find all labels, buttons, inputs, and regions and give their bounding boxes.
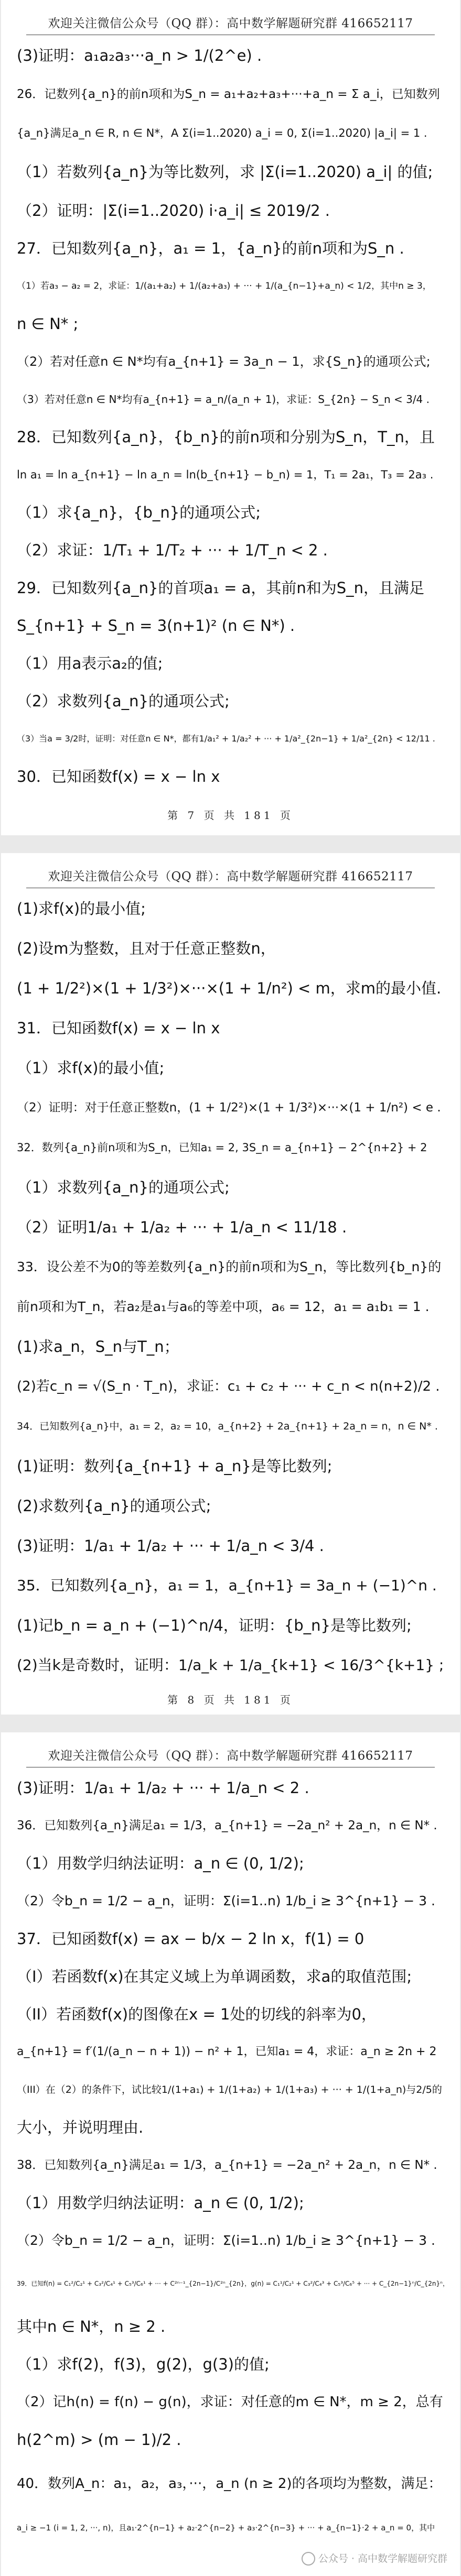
text-line: （2）证明1/a₁ + 1/a₂ + ··· + 1/a_n < 11/18 .: [17, 1218, 347, 1236]
page-footer: 第 7 页 共 181 页: [167, 809, 294, 822]
text-line: n ∈ N* ;: [17, 315, 79, 333]
text-line: (2)若c_n = √(S_n · T_n)，求证：c₁ + c₂ + ··· + c_n < n(n+2)/2 .: [17, 1379, 440, 1394]
wechat-icon: [302, 2552, 315, 2566]
text-line: a_{n+1} = f′(1/(a_n − n + 1)) − n² + 1，已知a₁ = 4，求证：a_n ≥ 2n + 2: [17, 2045, 437, 2058]
page-7: [1, 0, 460, 835]
text-line: （3）若对任意n ∈ N*均有a_{n+1} = a_n/(a_n + 1)，求证：S_{2n} − S_n < 3/4 .: [17, 393, 430, 406]
text-line: （1）若数列{a_n}为等比数列，求 |Σ(i=1..2020) a_i| 的值;: [17, 163, 433, 181]
text-line: (3)证明：a₁a₂a₃···a_n > 1/(2^e) .: [17, 47, 262, 64]
problem-34: 34．已知数列{a_n}中，a₁ = 2，a₂ = 10，a_{n+2} + 2a_{n+1} + 2a_n = n，n ∈ N* .: [17, 1421, 438, 1432]
problem-29: 29．已知数列{a_n}的首项a₁ = a，其前n和为S_n，且满足: [17, 579, 425, 597]
text-line: h(2^m) > (m − 1)/2 .: [17, 2431, 181, 2449]
text-line: (1 + 1/2²)×(1 + 1/3²)×···×(1 + 1/n²) < m，求m的最小值.: [17, 979, 442, 997]
text-line: （2）记h(n) = f(n) − g(n)，求证：对任意的m ∈ N*，m ≥ 2，总有: [17, 2394, 443, 2410]
page-header: 欢迎关注微信公众号（QQ 群）：高中数学解题研究群 416652117: [48, 1749, 413, 1763]
text-line: （2）求证：1/T₁ + 1/T₂ + ··· + 1/T_n < 2 .: [17, 541, 328, 559]
text-line: （2）证明：对于任意正整数n，(1 + 1/2²)×(1 + 1/3²)×···×(1 + 1/n²) < e .: [17, 1101, 441, 1115]
text-line: (3)证明：1/a₁ + 1/a₂ + ··· + 1/a_n < 2 .: [17, 1779, 309, 1797]
text-line: （1）求f(2)，f(3)，g(2)，g(3)的值;: [17, 2355, 270, 2373]
problem-32: 32．数列{a_n}前n项和为S_n，已知a₁ = 2, 3S_n = a_{n+1} − 2^{n+2} + 2: [17, 1141, 427, 1154]
text-line: (2)当k是奇数时，证明：1/a_k + 1/a_{k+1} < 16/3^{k+1} ;: [17, 1656, 444, 1674]
text-line: S_{n+1} + S_n = 3(n+1)² (n ∈ N*) .: [17, 617, 295, 635]
text-line: (1)证明：数列{a_{n+1} + a_n}是等比数列;: [17, 1457, 333, 1475]
problem-39: 39．已知f(n) = C₁²/C₂¹ + C₃²/C₄¹ + C₅³/C₆¹ + ··· + C²ⁿ⁻¹_{2n−1}/C²ⁿ_{2n}，g(n) = C₁¹/C₂¹ + C₃²/C₄³ + C₅³/C₆⁵ + ··· + C_{2n−1}ⁿ/C_{2n}ⁿ，: [17, 2280, 449, 2287]
page-header: 欢迎关注微信公众号（QQ 群）：高中数学解题研究群 416652117: [48, 870, 413, 883]
problem-26: 26．记数列{a_n}的前n项和为S_n = a₁+a₂+a₃+···+a_n = Σ a_i，已知数列: [17, 88, 440, 101]
text-line: {a_n}满足a_n ∈ R, n ∈ N*，A Σ(i=1..2020) a_i = 0, Σ(i=1..2020) |a_i| = 1 .: [17, 127, 427, 139]
page-9: [1, 1732, 460, 2576]
problem-37: 37．已知函数f(x) = ax − b/x − 2 ln x，f(1) = 0: [17, 1930, 364, 1948]
text-line: 前n项和为T_n，若a₂是a₁与a₆的等差中项，a₆ = 12，a₁ = a₁b₁ = 1 .: [17, 1299, 430, 1314]
text-line: （I）若函数f(x)在其定义域上为单调函数，求a的取值范围;: [17, 1968, 412, 1985]
text-line: （1）若a₃ − a₂ = 2，求证：1/(a₁+a₂) + 1/(a₂+a₃) + ··· + 1/(a_{n−1}+a_n) < 1/2，其中n ≥ 3，: [17, 281, 432, 291]
text-line: （III）在（2）的条件下，试比较1/(1+a₁) + 1/(1+a₂) + 1/(1+a₃) + ··· + 1/(1+a_n)与2/5的: [17, 2084, 442, 2095]
text-line: （1）求数列{a_n}的通项公式;: [17, 1178, 230, 1196]
text-line: （2）证明：|Σ(i=1..2020) i·a_i| ≤ 2019/2 .: [17, 202, 330, 220]
text-line: (1)记b_n = a_n + (−1)^n/4，证明：{b_n}是等比数列;: [17, 1617, 412, 1634]
text-line: (2)设m为整数，且对于任意正整数n，: [17, 940, 276, 957]
page-header: 欢迎关注微信公众号（QQ 群）：高中数学解题研究群 416652117: [48, 17, 413, 30]
text-line: (2)求数列{a_n}的通项公式;: [17, 1497, 211, 1515]
problem-27: 27．已知数列{a_n}，a₁ = 1，{a_n}的前n项和为S_n .: [17, 239, 404, 257]
text-line: (1)求f(x)的最小值;: [17, 900, 146, 918]
text-line: （2）求数列{a_n}的通项公式;: [17, 692, 230, 710]
text-line: 大小，并说明理由.: [17, 2119, 144, 2136]
text-line: （2）令b_n = 1/2 − a_n，证明：Σ(i=1..n) 1/b_i ≥ 3^{n+1} − 3 .: [17, 2233, 435, 2248]
text-line: 其中n ∈ N*，n ≥ 2 .: [17, 2318, 166, 2335]
problem-36: 36．已知数列{a_n}满足a₁ = 1/3，a_{n+1} = −2a_n² + 2a_n，n ∈ N* .: [17, 1819, 437, 1832]
text-line: （1）求{a_n}，{b_n}的通项公式;: [17, 504, 261, 521]
problem-28: 28．已知数列{a_n}，{b_n}的前n项和分别为S_n，T_n，且: [17, 428, 435, 446]
problem-40: 40．数列A_n：a₁，a₂，a₃，···，a_n (n ≥ 2)的各项均为整数，满足：: [17, 2476, 442, 2492]
text-line: a_i ≥ −1 (i = 1, 2, ···, n)，且a₁·2^{n−1} + a₂·2^{n−2} + a₃·2^{n−3} + ··· + a_{n−1}·2 + a_n = 0，其中: [17, 2523, 435, 2533]
page-footer: 第 8 页 共 181 页: [167, 1694, 294, 1706]
problem-30: 30．已知函数f(x) = x − ln x: [17, 768, 220, 785]
text-line: （II）若函数f(x)的图像在x = 1处的切线的斜率为0，: [17, 2005, 377, 2023]
text-line: (1)求a_n，S_n与T_n；: [17, 1338, 179, 1356]
text-line: （1）用a表示a₂的值;: [17, 654, 163, 672]
text-line: （1）求f(x)的最小值;: [17, 1059, 165, 1077]
page-gap: [0, 835, 461, 853]
text-line: （2）若对任意n ∈ N*均有a_{n+1} = 3a_n − 1，求{S_n}的通项公式;: [17, 354, 431, 369]
page-8: [1, 853, 460, 1715]
text-line: （2）令b_n = 1/2 − a_n，证明：Σ(i=1..n) 1/b_i ≥ 3^{n+1} − 3 .: [17, 1893, 435, 1908]
text-line: ln a₁ = ln a_{n+1} − ln a_n = ln(b_{n+1} − b_n) = 1，T₁ = 2a₁，T₃ = 2a₃ .: [17, 468, 434, 481]
text-line: （3）当a = 3/2时，证明：对任意n ∈ N*，都有1/a₁² + 1/a₂² + ··· + 1/a²_{2n−1} + 1/a²_{2n} < 12/11 .: [17, 734, 435, 744]
problem-35: 35．已知数列{a_n}，a₁ = 1，a_{n+1} = 3a_n + (−1)^n .: [17, 1577, 437, 1594]
text-line: （1）用数学归纳法证明：a_n ∈ (0, 1/2);: [17, 1854, 304, 1872]
watermark: 公众号 · 高中数学解题研究群: [302, 2551, 447, 2566]
page-gap: [0, 1715, 461, 1732]
problem-38: 38．已知数列{a_n}满足a₁ = 1/3，a_{n+1} = −2a_n² + 2a_n，n ∈ N* .: [17, 2158, 437, 2172]
text-line: （1）用数学归纳法证明：a_n ∈ (0, 1/2);: [17, 2194, 304, 2212]
problem-31: 31．已知函数f(x) = x − ln x: [17, 1019, 220, 1037]
problem-33: 33．设公差不为0的等差数列{a_n}的前n项和为S_n，等比数列{b_n}的: [17, 1259, 442, 1274]
text-line: (3)证明：1/a₁ + 1/a₂ + ··· + 1/a_n < 3/4 .: [17, 1537, 324, 1555]
